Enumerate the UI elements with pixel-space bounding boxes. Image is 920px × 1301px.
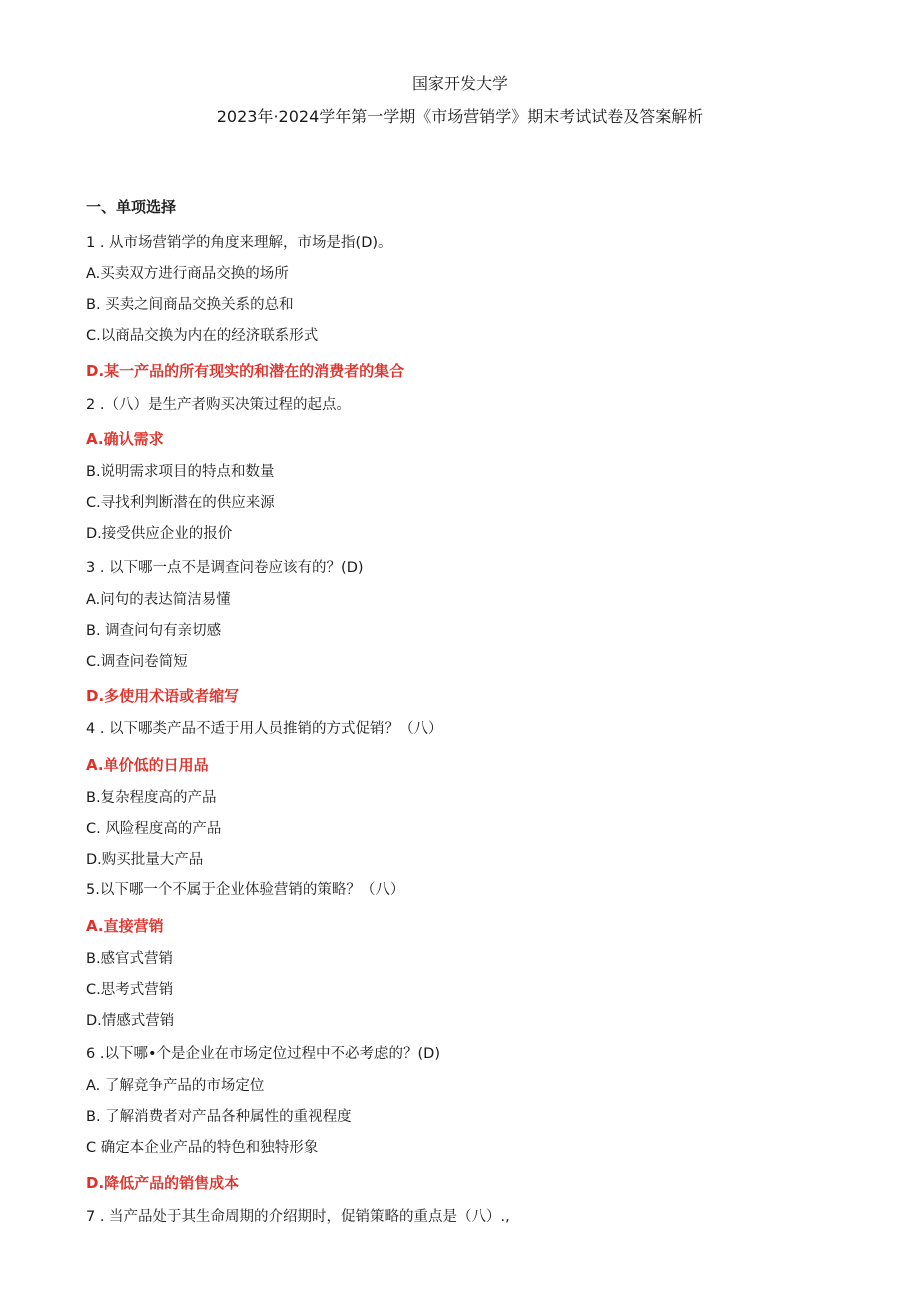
option-line: D.购买批量大产品 [86,852,204,868]
option-line: D.情感式营销 [86,1013,175,1029]
option-line: C.以商品交换为内在的经济联系形式 [86,328,319,344]
option-line: B. 调查问句有亲切感 [86,623,222,639]
option-line: A.买卖双方进行商品交换的场所 [86,266,289,282]
question-6: 6 .以下哪•个是企业在市场定位过程中不必考虑的？(D) [86,1046,440,1062]
answer-line: D.降低产品的销售成本 [86,1174,240,1192]
answer-line: D.多使用术语或者缩写 [86,687,240,705]
answer-line: A.确认需求 [86,430,164,448]
answer-line: D.某一产品的所有现实的和潜在的消费者的集合 [86,362,405,380]
question-7: 7 . 当产品处于其生命周期的介绍期时，促销策略的重点是（八）., [86,1209,510,1225]
option-line: B. 买卖之间商品交换关系的总和 [86,297,294,313]
section-title: 一、单项选择 [86,198,177,216]
option-line: B.复杂程度高的产品 [86,790,217,806]
question-2: 2 .（八）是生产者购买决策过程的起点。 [86,397,351,413]
option-line: B.说明需求项目的特点和数量 [86,464,275,480]
question-5: 5.以下哪一个不属于企业体验营销的策略？（八） [86,882,405,898]
option-line: C.调查问卷简短 [86,654,188,670]
question-3: 3 . 以下哪一点不是调查问卷应该有的？(D) [86,560,364,576]
option-line: C. 风险程度高的产品 [86,821,222,837]
option-line: C.寻找利判断潜在的供应来源 [86,495,275,511]
option-line: C.思考式营销 [86,982,174,998]
university-title: 国家开发大学 [411,74,508,93]
question-1: 1 . 从市场营销学的角度来理解，市场是指(D)。 [86,235,393,251]
option-line: C 确定本企业产品的特色和独特形象 [86,1140,319,1156]
option-line: D.接受供应企业的报价 [86,526,233,542]
option-line: B. 了解消费者对产品各种属性的重视程度 [86,1109,352,1125]
answer-line: A.单价低的日用品 [86,756,209,774]
option-line: A. 了解竞争产品的市场定位 [86,1078,265,1094]
exam-title: 2023年·2024学年第一学期《市场营销学》期末考试试卷及答案解析 [216,107,704,126]
answer-line: A.直接营销 [86,917,164,935]
question-4: 4 . 以下哪类产品不适于用人员推销的方式促销？（八） [86,721,443,737]
option-line: A.问句的表达简洁易懂 [86,592,231,608]
option-line: B.感官式营销 [86,951,174,967]
